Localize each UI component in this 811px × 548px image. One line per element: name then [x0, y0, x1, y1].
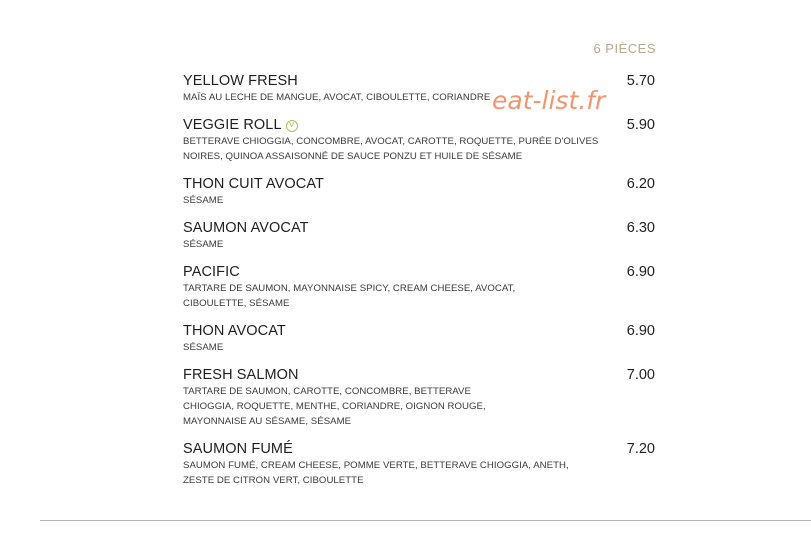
menu-item-pacific [183, 263, 657, 311]
item-price: 5.90 [626, 117, 655, 133]
pieces-label: 6 PIÈCES [593, 41, 656, 56]
item-price: 6.20 [626, 176, 655, 192]
item-description: TARTARE DE SAUMON, CAROTTE, CONCOMBRE, BETTERAVE CHIOGGIA, ROQUETTE, MENTHE, CORIANDRE, OIGNON ROUGE, MAYONNAISE AU SÉSAME, SÉSAME [183, 386, 486, 427]
menu-item-thon-cuit-avocat [183, 175, 657, 208]
item-name: SAUMON AVOCAT [183, 220, 309, 236]
menu-item-saumon-avocat [183, 219, 657, 252]
item-description: MAÏS AU LECHE DE MANGUE, AVOCAT, CIBOULETTE, CORIANDRE [183, 92, 491, 103]
item-name-wrap [183, 116, 298, 134]
item-name: THON CUIT AVOCAT [183, 176, 324, 192]
vegetarian-icon: V [286, 120, 298, 132]
item-price: 7.20 [626, 441, 655, 457]
item-price: 7.00 [626, 367, 655, 383]
item-name: FRESH SALMON [183, 367, 299, 383]
menu-item-fresh-salmon [183, 366, 657, 429]
item-name: VEGGIE ROLL [183, 117, 282, 133]
item-description: SÉSAME [183, 195, 224, 206]
watermark-text: eat-list.fr [492, 86, 606, 115]
item-name: PACIFIC [183, 264, 240, 280]
item-description: SÉSAME [183, 239, 224, 250]
menu-item-saumon-fume [183, 440, 657, 488]
item-description: SAUMON FUMÉ, CREAM CHEESE, POMME VERTE, BETTERAVE CHIOGGIA, ANETH, ZESTE DE CITRON VERT, CIBOULETTE [183, 460, 569, 486]
footer-divider [40, 520, 811, 521]
menu-item-veggie-roll [183, 116, 657, 164]
item-description: SÉSAME [183, 342, 224, 353]
item-name: THON AVOCAT [183, 323, 286, 339]
menu-list [183, 72, 657, 499]
item-price: 6.30 [626, 220, 655, 236]
item-price: 6.90 [626, 264, 655, 280]
item-name: SAUMON FUMÉ [183, 441, 293, 457]
item-price: 6.90 [626, 323, 655, 339]
menu-item-thon-avocat [183, 322, 657, 355]
item-name: YELLOW FRESH [183, 73, 298, 89]
item-description: TARTARE DE SAUMON, MAYONNAISE SPICY, CREAM CHEESE, AVOCAT, CIBOULETTE, SÉSAME [183, 283, 516, 309]
item-price: 5.70 [626, 73, 655, 89]
item-description: BETTERAVE CHIOGGIA, CONCOMBRE, AVOCAT, CAROTTE, ROQUETTE, PURÉE D'OLIVES NOIRES, QUINOA ASSAISONNÉ DE SAUCE PONZU ET HUILE DE SÉSAME [183, 136, 599, 162]
